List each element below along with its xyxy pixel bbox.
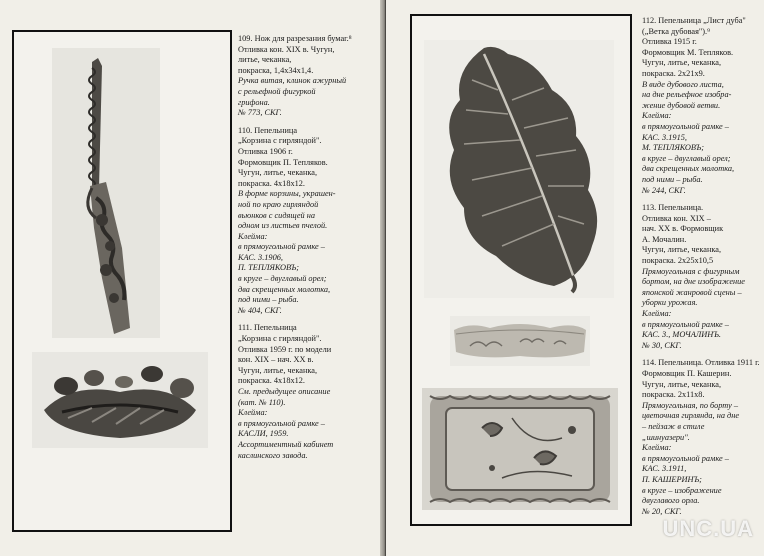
entry-line: на дне рельефное изобра- [642,90,732,100]
entry-line: два скрещенных молотка, [238,284,331,294]
entry-line: „шинуазери". [642,432,690,442]
entry-line: № 30, СКГ. [642,340,682,350]
left-text-column [238,34,378,468]
entry-line: два скрещенных молотка, [642,164,735,174]
entry-line: в круге – двуглавый орел; [642,153,731,163]
entry-line: КАС. 3.1915, [642,132,687,142]
entry-line: В виде дубового листа, [642,79,724,89]
entry-line: Отливка 1906 г. [238,146,293,156]
entry-line: „Корзина с гирляндой". [238,136,322,146]
entry-line: покраска. 4х18х12. [238,178,305,188]
entry-line: „Корзина с гирляндой". [238,334,322,344]
entry-line: № 773, СКГ. [238,108,282,118]
entry-line: Клейма: [642,443,672,453]
entry-line: № 244, СКГ. [642,185,686,195]
entry-line: жение дубовой ветви. [642,100,721,110]
entry-line: под ними – рыба. [238,295,299,305]
entry-line: А. Мочалин. [642,234,687,244]
entry-line: Чугун, литье, чеканка, [642,379,722,389]
entry-line: Отливка 1959 г. по модели [238,344,332,354]
entry-line: Прямоугольная с фигурным [642,266,740,276]
entry-line: в прямоугольной рамке – [238,242,325,252]
entry-line: Чугун, литье, чеканка, [238,168,318,178]
entry-line: Чугун, литье, чеканка, [642,58,722,68]
entry-line: 112. Пепельница „Лист дуба" [642,16,746,25]
entry-line: Клейма: [642,111,672,121]
entry-line: В форме корзины, украшен- [238,189,336,199]
entry-line: Отливка кон. XIX – [642,213,711,223]
entry-line: Формовщик М. Тепляков. [642,47,734,57]
entry-line: – пейзаж в стиле [642,421,705,431]
entry-line: КАС. 3., МОЧАЛИНЪ. [642,330,721,340]
entry-line: бортом, на дне изображение [642,277,745,287]
entry-line: П. ТЕПЛЯКОВЪ; [238,263,300,273]
entry-line: Клейма: [238,408,268,418]
entry-line: Клейма: [642,309,672,319]
entry-line: Ассортиментный кабинет [238,439,334,449]
entry-line: ной по краю гирляндой [238,199,319,209]
entry-line: вьюнков с сидящей на [238,210,316,220]
catalog-entry-109 [238,34,378,119]
watermark: UNC.UA [662,516,754,541]
entry-line: в прямоугольной рамке – [642,453,729,463]
entry-line: Ручка витая, клинок ажурный [238,76,347,86]
entry-line: Формовщик П. Кашерин. [642,369,732,378]
entry-line: в прямоугольной рамке – [642,121,729,131]
catalog-entry-114 [642,358,764,517]
entry-line: одном из листьев пчелой. [238,221,328,231]
right-page [386,0,764,556]
entry-line: № 20, СКГ. [642,506,682,516]
entry-line: покраска. 2х21х9. [642,68,705,78]
entry-line: в круге – двуглавый орел; [238,274,327,284]
entry-line: 114. Пепельница. Отливка 1911 г. [642,358,760,368]
entry-line: японской жанровой сцены – [642,287,742,297]
entry-line: грифона. [238,97,270,107]
entry-line: М. ТЕПЛЯКОВЪ; [642,143,704,153]
entry-line: покраска. 2х25х10,5 [642,256,714,266]
entry-line: цветочная гирлянда, на дне [642,411,740,421]
chinoiserie-ashtray-photo [422,388,618,510]
paper-knife-photo [52,48,160,338]
entry-line: КАС. 3.1906, [238,252,283,262]
entry-line: Прямоугольная, по борту – [642,400,739,410]
entry-line: в круге – изображение [642,485,722,495]
entry-line: (кат. № 110). [238,397,286,407]
entry-line: См. предыдущее описание [238,387,331,396]
entry-line: в прямоугольной рамке – [642,319,729,329]
entry-line: Отливка кон. XIX в. Чугун, [238,44,335,54]
japanese-scene-ashtray-photo [450,316,590,366]
oak-leaf-ashtray-photo [424,40,614,298]
entry-line: 109. Нож для разрезания бумаг.⁸ [238,34,352,43]
entry-line: двуглавого орла. [642,496,700,506]
entry-line: 111. Пепельница [238,323,297,333]
entry-line: с рельефной фигуркой [238,86,316,96]
entry-line: каслинского завода. [238,450,308,460]
entry-line: нач. XX в. Формовщик [642,224,724,234]
entry-line: покраска, 1,4х34х1,4. [238,65,314,75]
entry-line: („Ветка дубовая").⁹ [642,26,711,36]
entry-line: П. КАШЕРИНЪ; [642,474,702,484]
catalog-entry-113 [642,203,764,351]
basket-ashtray-photo [32,352,208,448]
catalog-entry-110 [238,126,378,317]
entry-line: в прямоугольной рамке – [238,418,325,428]
entry-line: кон. XIX – нач. XX в. [238,355,314,365]
entry-line: № 404, СКГ. [238,305,282,315]
catalog-entry-112 [642,16,764,196]
entry-line: Чугун, литье, чеканка, [642,245,722,255]
entry-line: КАС. 3.1911, [642,464,687,474]
entry-line: покраска. 4х18х12. [238,376,305,386]
entry-line: уборки урожая. [642,298,698,308]
entry-line: Отливка 1915 г. [642,37,697,47]
entry-line: Чугун, литье, чеканка, [238,365,318,375]
entry-line: 110. Пепельница [238,125,298,135]
entry-line: Формовщик П. Тепляков. [238,157,328,167]
catalog-entry-111 [238,323,378,461]
entry-line: под ними – рыба. [642,174,703,184]
entry-line: литье, чеканка, [238,55,292,65]
entry-line: 113. Пепельница. [642,203,704,213]
entry-line: покраска. 2х11х8. [642,390,705,400]
right-text-column [642,16,764,524]
entry-line: КАСЛИ, 1959. [238,429,289,439]
entry-line: Клейма: [238,231,268,241]
